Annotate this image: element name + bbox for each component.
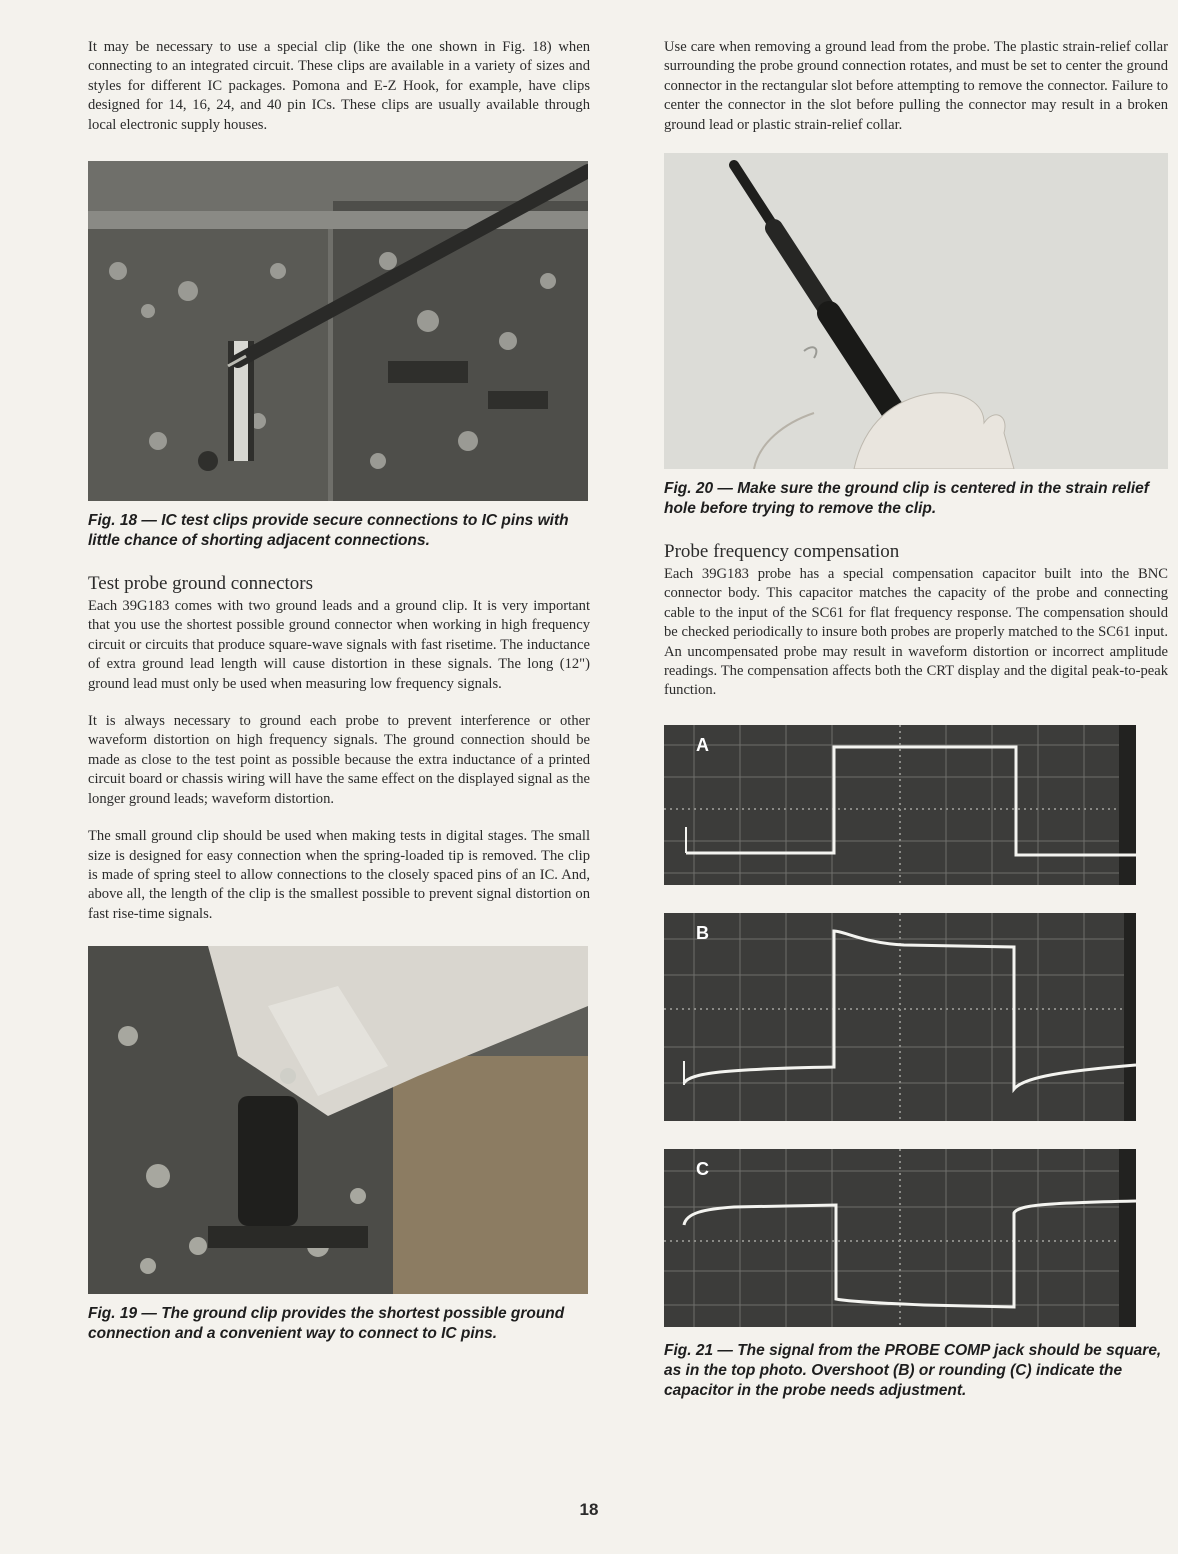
fig20-photo	[664, 153, 1168, 469]
section-heading-compensation: Probe frequency compensation	[664, 541, 900, 563]
scope-label-b: B	[696, 922, 709, 943]
fig18-caption: Fig. 18 — IC test clips provide secure connections to IC pins with little chance of shorting adjacent connections.	[88, 512, 569, 550]
paragraph-ground-clip: The small ground clip should be used when making tests in digital stages. The small size is designed for easy connection when the spring-loaded tip is removed. The clip is made of spring steel to allow connections to the closely spaced pins of an IC. And, above all, the length of the clip is the smallest possible to prevent signal distortion on fast rise-time signals.	[88, 828, 590, 922]
fig19-photo	[88, 946, 588, 1294]
intro-paragraph: It may be necessary to use a special clip (like the one shown in Fig. 18) when connecting to an integrated circuit. These clips are available in a variety of sizes and styles for different IC packages. Pomona and E-Z Hook, for example, have clips designed for 14, 16, 24, and 40 pin ICs. These clips are usually available through local electronic supply houses.	[88, 39, 590, 133]
fig19-caption: Fig. 19 — The ground clip provides the shortest possible ground connection and a convenient way to connect to IC pins.	[88, 1305, 565, 1343]
scope-label-a: A	[696, 734, 709, 755]
fig18-photo	[88, 161, 588, 501]
paragraph-compensation: Each 39G183 probe has a special compensation capacitor built into the BNC connector body. This capacitor matches the capacity of the probe and connecting cable to the input of the SC61 for flat frequency response. The compensation should be checked periodically to insure both probes are properly matched to the SC61 input. An uncompensated probe may result in waveform distortion or incorrect amplitude readings. The compensation affects both the CRT display and the digital peak-to-peak function.	[664, 566, 1168, 699]
scope-trace-b	[664, 913, 1136, 1121]
scope-label-c: C	[696, 1158, 709, 1179]
section-heading-ground-connectors: Test probe ground connectors	[88, 573, 314, 595]
fig21-caption: Fig. 21 — The signal from the PROBE COMP jack should be square, as in the top photo. Overshoot (B) or rounding (C) indicate the capacitor in the probe needs adjustment.	[664, 1341, 1162, 1399]
right-column	[664, 38, 1168, 1423]
page-number: 18	[579, 1500, 599, 1519]
scope-trace-a	[664, 725, 1136, 885]
fig20-caption: Fig. 20 — Make sure the ground clip is centered in the strain relief hole before trying to remove the clip.	[664, 480, 1149, 518]
scope-trace-c	[664, 1149, 1136, 1327]
paragraph-grounding: It is always necessary to ground each probe to prevent interference or other waveform distortion on high frequency signals. The ground connection should be made as close to the test point as possible because the extra inductance of a printed circuit board or chassis wiring will have the same effect on the displayed signal as the longer ground leads; waveform distortion.	[88, 713, 590, 807]
intro-paragraph-right: Use care when removing a ground lead from the probe. The plastic strain-relief collar surrounding the probe ground connection rotates, and must be set to center the ground connector in the rectangular slot before attempting to remove the connector. Failure to center the connector in the slot before pulling the connector may result in a broken ground lead or plastic strain-relief collar.	[664, 39, 1168, 133]
paragraph-ground-leads: Each 39G183 comes with two ground leads and a ground clip. It is very important that you use the shortest possible ground connector when working in high frequency circuit or circuits that produce square-wave signals with fast risetime. The inductance of extra ground lead length will cause distortion in these signals. The long (12") ground lead must only be used when measuring low frequency signals.	[88, 598, 590, 692]
left-column	[88, 38, 590, 1366]
